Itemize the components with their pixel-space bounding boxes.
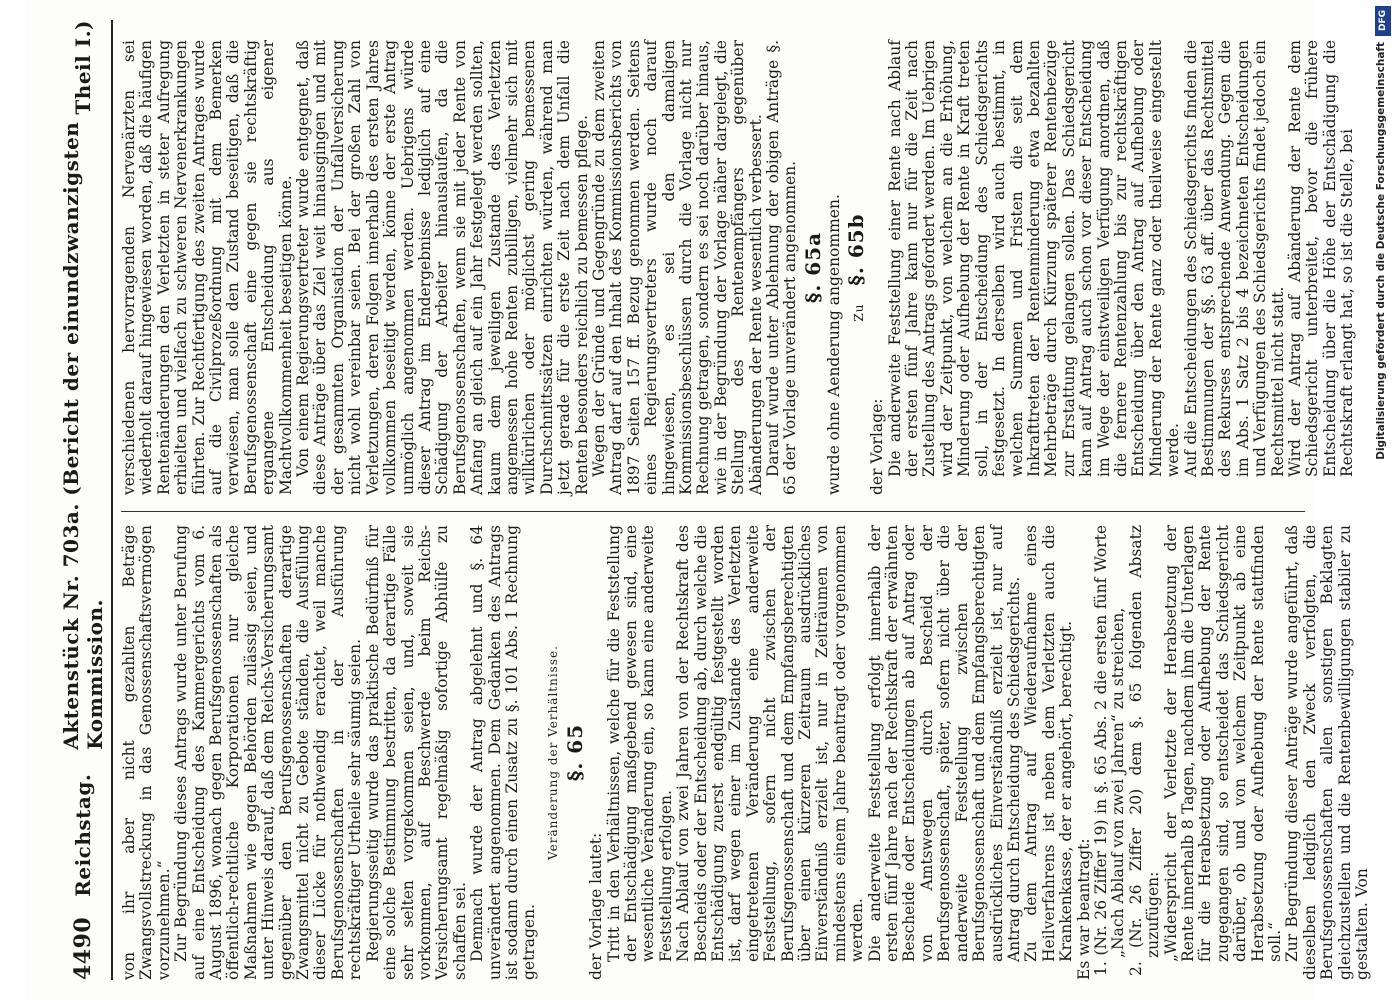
paragraph: Von einem Regierungsvertreter wurde entgegnet, daß diese Anträge über das Ziel weit hinausgingen und mit der gesammten Organisation der Unfallversicherung nicht wohl vereinbar seien. Bei der großen Zahl von Verletzungen, deren Folgen innerhalb des ersten Jahres vollkommen beseitigt werden, könne der erste Antrag unmöglich angenommen werden. Uebrigens würde dieser Antrag im Endergebnisse lediglich auf eine Schädigung der Arbeiter hinauslaufen, da die Berufsgenossenschaften, wenn sie mit jeder Rente von Anfang an gleich auf ein Jahr festgelegt werden sollten, kaum dem jeweiligen Zustande des Verletzten angemessen hohe Renten zubilligen, vielmehr sich mit willkürlichen oder möglichst gering bemessenen Durchschnittssätzen einrichten würden, während man jetzt gerade für die erste Zeit nach dem Unfall die Renten besonders reichlich zu bemessen pflege. bbox=[294, 40, 591, 495]
column-divider bbox=[121, 511, 1305, 512]
quoted-paragraph: Tritt in den Verhältnissen, welche für die Feststellung der Entschädigung maßgebend gewesen sind, eine wesentliche Veränderung ein, so kann eine anderweite Feststellung erfolgen. bbox=[604, 525, 675, 962]
left-column bbox=[120, 525, 1372, 980]
paragraph: Zur Begründung dieser Anträge wurde angeführt, daß dieselben lediglich den Zweck verfolgten, die Berufsgenossenschaften allen sonstigen Beklagten gleichzustellen und die Rentenbewilligungen stabiler zu gestalten. Von bbox=[1283, 525, 1372, 980]
section-number: §. 65a bbox=[800, 231, 825, 304]
quoted-paragraph: Wird der Antrag auf Abänderung der Rente dem Schiedsgericht unterbreitet, bevor die frühere Entscheidung über die Höhe der Entschädigung die Rechtskraft erlangt hat, so ist die Stelle, bei bbox=[1286, 40, 1357, 477]
header-document-title: Aktenstück Nr. 703a. (Bericht der einundzwanzigsten Kommission. bbox=[59, 121, 107, 750]
header-institution: Reichstag. bbox=[71, 773, 95, 897]
quoted-paragraph: Auf die Entscheidungen des Schiedsgerichts finden die Bestimmungen der §§. 63 aff. über das Rechtsmittel des Rekurses entsprechende Anwendung. Gegen die im Abs. 1 Satz 2 bis 4 bezeichneten Entscheidungen und Verfügungen des Schiedsgerichts findet jedoch ein Rechtsmittel nicht statt. bbox=[1181, 40, 1287, 477]
paragraph: verschiedenen hervorragenden Nervenärzten sei wiederholt darauf hingewiesen worden, daß die häufigen Rentenänderungen den Verletzten in steter Aufregung erhielten und vielfach zu schweren Nervenerkrankungen führten. Zur Rechtfertigung des zweiten Antrages wurde auf die Civilprozeßordnung mit dem Bemerken verwiesen, man solle den Zustand beseitigen, daß die Berufsgenossenschaft eine gegen sie rechtskräftig ergangene Entscheidung aus eigener Machtvollkommenheit beseitigen könne. bbox=[120, 40, 295, 495]
section-prefix: Zu bbox=[852, 303, 867, 322]
paragraph: Wegen der Gründe und Gegengründe zu dem zweiten Antrag darf auf den Inhalt des Kommissionsberichts von 1897 Seiten 157 ff. Bezug genommen werden. Seitens eines Regierungsvertreters wurde noch darauf hingewiesen, es sei den damaligen Kommissionsbeschlüssen durch die Vorlage nicht nur Rechnung getragen, sondern es sei noch darüber hinaus, wie in der Begründung der Vorlage näher dargelegt, die Stellung des Rentenempfängers gegenüber Abänderungen der Rente wesentlich verbessert. bbox=[589, 40, 765, 495]
credit-text: Digitalisierung gefördert durch die Deutsche Forschungsgemeinschaft bbox=[1375, 42, 1387, 460]
paragraph: der Vorlage: bbox=[868, 398, 887, 495]
header-part: Theil I.) bbox=[71, 20, 95, 115]
list-item: 2. (Nr. 26 Ziffer 20) dem §. 65 folgenden Absatz zuzufügen: bbox=[1126, 525, 1163, 976]
dfg-logo: DFG bbox=[1375, 6, 1391, 36]
right-column bbox=[120, 40, 1357, 495]
section-number: §. 65b bbox=[844, 213, 869, 286]
paragraph: Darauf wurde unter Ablehnung der obigen Anträge §. 65 der Vorlage unverändert angenommen. bbox=[764, 40, 800, 495]
digitization-credit bbox=[1375, 6, 1391, 996]
page-number: 4490 bbox=[70, 916, 96, 980]
quoted-paragraph: Die anderweite Feststellung erfolgt innerhalb der ersten fünf Jahre nach der Rechtskraft der erwähnten Bescheide oder Entscheidungen ab auf Antrag oder von Amtswegen durch Bescheid der Berufsgenossenschaft, später, sofern nicht über die anderweite Feststellung zwischen der Berufsgenossenschaft und dem Empfangsberechtigten ausdrückliches Einverständniß erzielt ist, nur auf Antrag durch Entscheidung des Schiedsgerichts. bbox=[865, 525, 1023, 962]
quoted-paragraph: „Widerspricht der Verletzte der Herabsetzung der Rente innerhalb 8 Tagen, nachdem ihm die Unterlagen für die Herabsetzung oder Aufhebung der Rente zugegangen sind, so entscheidet das Schiedsgericht darüber, ob und von welchem Zeitpunkt ab eine Herabsetzung oder Aufhebung der Rente stattfinden soll.“ bbox=[1161, 525, 1284, 962]
paragraph: wurde ohne Aenderung angenommen. bbox=[824, 194, 843, 495]
paragraph: Regierungsseitig wurde das praktische Bedürfniß für eine solche Bestimmung bestritten, da derartige Fälle sehr selten vorgekommen seien, und, soweit sie vorkommen, auf Beschwerde beim Reichs-Versicherungsamt regelmäßig sofortige Abhülfe zu schaffen sei. bbox=[363, 525, 469, 980]
paragraph: der Vorlage lautet: bbox=[587, 832, 606, 980]
list-item: 1. (Nr. 26 Ziffer 19) in §. 65 Abs. 2 die ersten fünf Worte „Nach Ablauf von zwei Jahren“ zu streichen, bbox=[1091, 525, 1128, 976]
quoted-paragraph: Zu dem Antrag auf Wiederaufnahme eines Heilverfahrens ist neben dem Verletzten auch die Krankenkasse, der er angehört, berechtigt. bbox=[1022, 525, 1076, 962]
section-heading: Veränderung der Verhältnisse. bbox=[545, 645, 560, 860]
paragraph: von ihr aber nicht gezahlten Beträge Zwangsvollstreckung in das Genossenschaftsvermögen vorzunehmen.“ bbox=[120, 525, 173, 980]
header-rule bbox=[111, 20, 113, 980]
quoted-paragraph: Die anderweite Feststellung einer Rente nach Ablauf der ersten fünf Jahre kann nur für die Zeit nach Zustellung des Antrags gefordert werden. Im Uebrigen wird der Zeitpunkt, von welchem an die Erhöhung, Minderung oder Aufhebung der Rente in Kraft treten soll, in der Entscheidung des Schiedsgerichts festgesetzt. In derselben wird auch bestimmt, in welchen Summen und Fristen die seit dem Inkrafttreten der Rentenminderung etwa bezahlten Mehrbeträge durch Kürzung späterer Rentenbezüge zur Erstattung gelangen sollen. Das Schiedsgericht kann auf Antrag auch schon vor dieser Entscheidung im Wege der einstweiligen Verfügung anordnen, daß die fernere Rentenzahlung bis zur rechtskräftigen Entscheidung über den Antrag auf Aufhebung oder Minderung der Rente ganz oder theilweise eingestellt werde. bbox=[885, 40, 1183, 477]
paragraph: Zur Begründung dieses Antrags wurde unter Berufung auf eine Entscheidung des Kammergerichts vom 6. August 1896, wonach gegen Berufsgenossenschaften als öffentlich-rechtliche Korporationen nur gleiche Maßnahmen wie gegen Behörden zulässig seien, und unter Hinweis darauf, daß dem Reichs-Versicherungsamt gegenüber den Berufsgenossenschaften derartige Zwangsmittel nicht zu Gebote ständen, die Ausfüllung dieser Lücke für nothwendig erachtet, weil manche Berufsgenossenschaften in der Ausführung rechtskräftiger Urtheile sehr säumig seien. bbox=[172, 525, 365, 980]
paragraph: Es war beantragt: bbox=[1074, 838, 1093, 980]
paragraph: Demnach wurde der Antrag abgelehnt und §. 64 unverändert angenommen. Dem Gedanken des Antrags ist sodann durch einen Zusatz zu §. 101 Abs. 1 Rechnung getragen. bbox=[468, 525, 539, 980]
document-page bbox=[25, 0, 1372, 1000]
quoted-paragraph: Nach Ablauf von zwei Jahren von der Rechtskraft des Bescheids oder der Entscheidung ab, durch welche die Entschädigung zuerst endgültig festgestellt worden ist, darf wegen einer im Zustande des Verletzten eingetretenen Veränderung eine anderweite Feststellung, sofern nicht zwischen der Berufsgenossenschaft und dem Empfangsberechtigten über einen kürzeren Zeitraum ausdrückliches Einverständniß erzielt ist, nur in Zeiträumen von mindestens einem Jahre beantragt oder vorgenommen werden. bbox=[674, 525, 867, 962]
section-number: §. 65 bbox=[563, 723, 588, 782]
page-header bbox=[59, 20, 107, 980]
